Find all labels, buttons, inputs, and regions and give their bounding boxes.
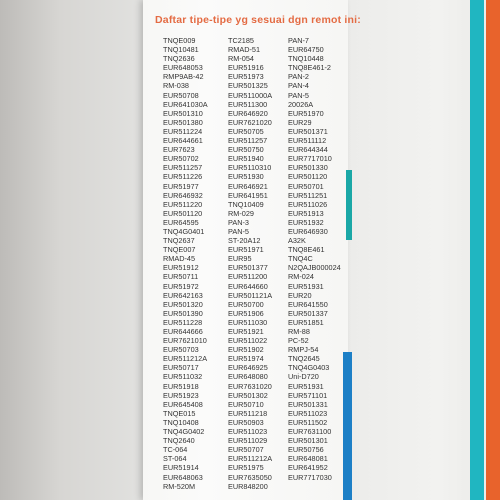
model-code: EUR511257 xyxy=(163,163,203,173)
model-code: TNQ4G0402 xyxy=(163,427,205,437)
teal-stripe xyxy=(470,0,484,500)
model-code: EUR51970 xyxy=(288,108,324,118)
model-code: EUR51851 xyxy=(288,317,324,327)
model-code: TNQ8E461 xyxy=(288,245,325,255)
model-code: EUR51971 xyxy=(228,245,264,255)
model-code: EUR501302 xyxy=(228,390,268,400)
model-code: EUR648063 xyxy=(163,472,203,482)
background-left xyxy=(0,0,150,500)
model-code: TNQE009 xyxy=(163,36,196,45)
model-code: EUR7621010 xyxy=(163,336,207,346)
model-code: PAN-3 xyxy=(228,217,249,227)
model-code: EUR64750 xyxy=(288,45,324,55)
model-code: TNQ4G0403 xyxy=(288,363,330,373)
model-code: EUR50756 xyxy=(288,445,324,455)
model-code: EUR511502 xyxy=(288,417,328,427)
model-code: RM-88 xyxy=(288,327,310,336)
model-code: EUR511220 xyxy=(163,199,203,209)
model-code: TNQ10408 xyxy=(163,417,199,427)
model-code: EUR95 xyxy=(228,254,252,264)
model-code: EUR51973 xyxy=(228,72,264,82)
model-code: EUR501337 xyxy=(288,308,328,318)
model-code: EUR50703 xyxy=(163,345,199,355)
model-code: TNQ2645 xyxy=(288,354,320,364)
model-code: EUR511022 xyxy=(228,336,268,346)
model-code: EUR511228 xyxy=(163,317,203,327)
model-code: EUR51906 xyxy=(228,308,264,318)
model-code: TNQ10448 xyxy=(288,54,324,64)
model-code: EUR51972 xyxy=(163,281,199,291)
model-code: EUR51977 xyxy=(163,181,199,191)
model-code: RMP9AB-42 xyxy=(163,72,204,82)
model-code: A32K xyxy=(288,236,306,246)
model-code: EUR20 xyxy=(288,290,312,300)
model-code: EUR646920 xyxy=(228,108,268,118)
model-code: EUR648081 xyxy=(288,454,328,464)
model-code: EUR50707 xyxy=(228,445,264,455)
model-code: EUR50705 xyxy=(228,126,264,136)
model-code: EUR511212A xyxy=(163,354,208,364)
model-code: ST-20A12 xyxy=(228,236,261,246)
model-code: EUR501380 xyxy=(163,117,203,127)
model-code: EUR511200 xyxy=(228,272,268,282)
model-code: EUR511224 xyxy=(163,126,203,136)
model-code: TNQE015 xyxy=(163,408,196,418)
model-code: EUR50702 xyxy=(163,154,199,164)
model-code: RM-024 xyxy=(288,272,314,282)
model-code: RM-038 xyxy=(163,81,189,91)
model-code: EUR51913 xyxy=(288,208,324,218)
model-code: EUR511026 xyxy=(288,199,328,209)
model-code: EUR51940 xyxy=(228,154,264,164)
model-code: EUR848200 xyxy=(228,481,268,491)
model-code: EUR641030A xyxy=(163,99,208,109)
model-code: EUR501121A xyxy=(228,290,273,300)
model-code: TC-064 xyxy=(163,445,188,455)
model-code: EUR511251 xyxy=(288,190,328,200)
model-code: EUR645408 xyxy=(163,399,203,409)
model-code: EUR646930 xyxy=(288,226,328,236)
model-code: ST-064 xyxy=(163,454,187,464)
model-code: TNQE007 xyxy=(163,245,196,255)
model-code: EUR51902 xyxy=(228,345,264,355)
model-code: EUR51918 xyxy=(163,381,199,391)
model-code: EUR641951 xyxy=(228,190,268,200)
model-code: EUR51931 xyxy=(288,381,324,391)
model-code: EUR7631100 xyxy=(288,427,332,437)
model-code: EUR646925 xyxy=(228,363,268,373)
model-code: TNQ2636 xyxy=(163,54,195,64)
model-code: EUR646932 xyxy=(163,190,203,200)
model-code: EUR51912 xyxy=(163,263,199,273)
model-code: EUR501377 xyxy=(228,263,268,273)
model-code: EUR7631020 xyxy=(228,381,272,391)
model-code: EUR644666 xyxy=(163,327,203,336)
model-code: EUR501390 xyxy=(163,308,203,318)
model-code: EUR644660 xyxy=(228,281,268,291)
model-code: Uni-D720 xyxy=(288,372,319,382)
model-code: EUR29 xyxy=(288,117,312,127)
model-code: TNQ8E461-2 xyxy=(288,63,331,73)
model-code: EUR501325 xyxy=(228,81,268,91)
model-code: EUR571101 xyxy=(288,390,328,400)
orange-stripe xyxy=(486,0,500,500)
model-code: EUR501371 xyxy=(288,126,328,136)
model-code xyxy=(288,482,358,491)
model-code: EUR51914 xyxy=(163,463,199,473)
model-code: EUR7635050 xyxy=(228,472,272,482)
model-code: PAN-5 xyxy=(288,90,309,100)
model-code: RMAD-51 xyxy=(228,45,261,55)
model-code: PAN-4 xyxy=(288,81,309,91)
model-code: EUR511029 xyxy=(228,436,268,446)
model-code: EUR642163 xyxy=(163,290,203,300)
model-code: EUR511023 xyxy=(288,408,328,418)
model-code: EUR511030 xyxy=(228,317,268,327)
model-code: EUR501320 xyxy=(163,299,203,309)
model-code: EUR51923 xyxy=(163,390,199,400)
model-code: EUR511112 xyxy=(288,136,327,146)
model-code: EUR501331 xyxy=(288,399,328,409)
model-code: RM-054 xyxy=(228,54,254,64)
model-code: EUR511226 xyxy=(163,172,203,182)
model-code: EUR511212A xyxy=(228,454,273,464)
model-code: EUR7621020 xyxy=(228,117,272,127)
model-code: TNQ10409 xyxy=(228,199,264,209)
model-code: EUR501330 xyxy=(288,163,328,173)
model-code: EUR7717010 xyxy=(288,154,332,164)
model-code: EUR511300 xyxy=(228,99,268,109)
model-code: EUR51974 xyxy=(228,354,264,364)
model-code: EUR50750 xyxy=(228,145,264,155)
model-code: RMAD-45 xyxy=(163,254,196,264)
model-code: EUR501120 xyxy=(288,172,328,182)
model-code: EUR501120 xyxy=(163,208,203,218)
model-code: EUR501301 xyxy=(288,436,328,446)
model-code: TNQ4G0401 xyxy=(163,226,205,236)
model-code: EUR644344 xyxy=(288,145,328,155)
model-code: EUR648053 xyxy=(163,63,203,73)
model-code: EUR511000A xyxy=(228,90,273,100)
model-code: N2QAJB000024 xyxy=(288,263,341,273)
model-code: EUR51975 xyxy=(228,463,264,473)
model-code: EUR641952 xyxy=(288,463,328,473)
model-code: TNQ10481 xyxy=(163,45,199,55)
model-code: EUR51930 xyxy=(228,172,264,182)
model-code: EUR50717 xyxy=(163,363,199,373)
model-code: 20026A xyxy=(288,99,314,109)
model-code: TNQ4C xyxy=(288,254,313,264)
model-code: EUR50710 xyxy=(228,399,264,409)
model-code: TC2185 xyxy=(228,36,254,45)
model-code: EUR5110310 xyxy=(228,163,272,173)
model-code: EUR50701 xyxy=(288,181,324,191)
model-code: EUR511023 xyxy=(228,427,268,437)
model-code: EUR51916 xyxy=(228,63,264,73)
model-code: RM-029 xyxy=(228,208,254,218)
model-code: EUR50711 xyxy=(163,272,199,282)
model-code: EUR7623 xyxy=(163,145,195,155)
model-code: PAN-5 xyxy=(228,226,249,236)
model-code: EUR50708 xyxy=(163,90,199,100)
model-code: EUR64595 xyxy=(163,217,199,227)
model-code: RMPJ-54 xyxy=(288,345,319,355)
model-code: EUR50903 xyxy=(228,417,264,427)
card-title: Daftar tipe-tipe yg sesuai dgn remot ini: xyxy=(155,14,361,26)
model-code: RM-520M xyxy=(163,481,196,491)
model-code: TNQ2640 xyxy=(163,436,195,446)
model-code: PAN-7 xyxy=(288,36,309,45)
model-code: EUR7717030 xyxy=(288,472,332,482)
model-code: EUR646921 xyxy=(228,181,268,191)
model-code: EUR50700 xyxy=(228,299,264,309)
model-code: EUR511218 xyxy=(228,408,268,418)
model-code: EUR644661 xyxy=(163,136,203,146)
model-code: PC-52 xyxy=(288,336,309,346)
model-code: EUR501310 xyxy=(163,108,203,118)
model-code: TNQ2637 xyxy=(163,236,195,246)
model-code: PAN-2 xyxy=(288,72,309,82)
compatible-models-list xyxy=(163,36,358,491)
model-code: EUR511257 xyxy=(228,136,268,146)
model-code: EUR51921 xyxy=(228,327,264,336)
model-code: EUR648080 xyxy=(228,372,268,382)
model-code: EUR51931 xyxy=(288,281,324,291)
model-code: EUR511032 xyxy=(163,372,203,382)
model-code: EUR51932 xyxy=(288,217,324,227)
model-code: EUR641550 xyxy=(288,299,328,309)
